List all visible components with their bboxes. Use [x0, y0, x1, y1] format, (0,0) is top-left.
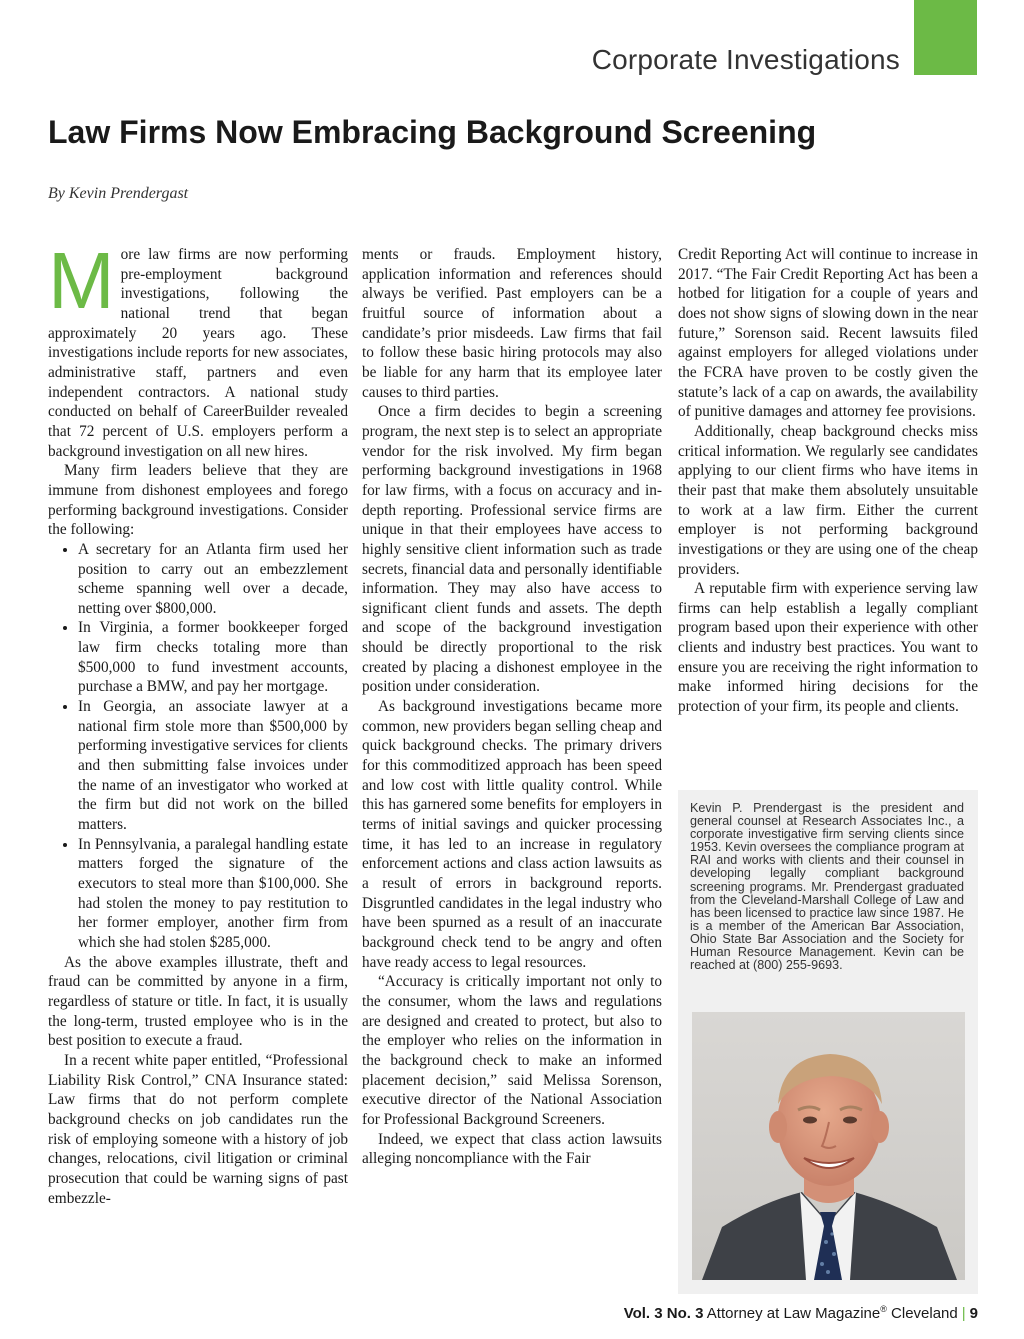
paragraph: Indeed, we expect that class action lawsuits alleging noncompliance with the Fair — [362, 1130, 662, 1168]
drop-cap: M — [48, 236, 115, 325]
byline: By Kevin Prendergast — [48, 185, 189, 202]
paragraph: A reputable firm with experience serving law firms can help establish a legally compliant program based upon their experience with other clients and industry best practices. You want to ensure you are receiving the right information to make informed hiring decisions for the protection of your firm, its people and clients. — [678, 580, 978, 716]
paragraph: Credit Reporting Act will continue to increase in 2017. “The Fair Credit Reporting Act has been a hotbed for litigation for a couple of years and does not show signs of slowing down in the near future,” Sorenson said. Recent lawsuits filed against employers for alleged violations under the FCRA have proven to be costly given the statute’s lack of a cap on awards, the availability of punitive damages and attorney fee provisions. — [678, 246, 978, 421]
paragraph: As background investigations became more common, new providers began selling cheap and quick background checks. The primary drivers for this commoditized approach has been speed and low cost with little quality control. While this has garnered some benefits for employers in terms of initial savings and quicker processing time, it has led to an increase in regulatory enforcement actions and class action lawsuits as a result of errors in background reports. Disgruntled candidates in the legal industry who have been spurned as a result of an inaccurate background check tend to be angry and often have ready access to legal resources. — [362, 698, 662, 971]
paragraph-text: ore law firms are now performing pre-employment background investigations, following the national trend that began approximately 20 years ago. These investigations include reports for new associates, administrative staff, partners and even independent contractors. A national study conducted on behalf of CareerBuilder revealed that 72 percent of U.S. employers perform a background investigation on all new hires. — [48, 246, 348, 460]
registered-mark: ® — [880, 1304, 887, 1314]
paragraph — [48, 236, 348, 461]
author-photo — [692, 1012, 965, 1280]
column-2 — [362, 245, 662, 1169]
list-item: • In Virginia, a former bookkeeper forged law firm checks totaling more than $500,000 to fund investment accounts, purchase a BMW, and pay her mortgage. — [78, 618, 348, 697]
list-item: • In Georgia, an associate lawyer at a national firm stole more than $500,000 by performing investigative services for clients and then submitting false invoices under the name of an investigator who worked at the firm but did not work on the billed matters. — [78, 697, 348, 835]
column-3 — [678, 245, 978, 717]
author-bio: Kevin P. Prendergast is the president and general counsel at Research Associates Inc., a corporate investigative firm serving clients since 1953. Kevin oversees the compliance program at RAI and works with clients and their counsel in developing legally compliant background screening programs. Mr. Prendergast graduated from the Cleveland-Marshall College of Law and has been licensed to practice law since 1987. He is a member of the American Bar Association, Ohio State Bar Association and the Society for Human Resource Management. Kevin can be reached at (800) 255-9693. — [690, 801, 964, 973]
paragraph: Additionally, cheap background checks miss critical information. We regularly see candidates applying to our client firms who have items in their past that make them absolutely unsuitable to work at a law firm. Either the current employer is not performing background investigations or they are using one of the cheap providers. — [678, 422, 978, 578]
paragraph: ments or frauds. Employment history, application information and references should always be verified. Past employers can be a fruitful source of information about a candidate’s prior misdeeds. Law firms that fail to follow these basic hiring protocols may also be liable for any harm that its employee later causes to third parties. — [362, 246, 662, 401]
paragraph: Once a firm decides to begin a screening program, the next step is to select an appropriate vendor for the risk involved. My firm began performing background investigations in 1968 for law firms, with a focus on accuracy and in-depth reporting. Professional service firms are unique in that their employees have access to highly sensitive client information such as trade secrets, financial data and personally identifiable information. They may also have access to significant client funds and assets. The depth and scope of the background investigation should be directly proportional to the risk created by placing a dishonest employee in the position under consideration. — [362, 403, 662, 696]
page-footer — [624, 1304, 978, 1322]
paragraph: “Accuracy is critically important not only to the consumer, whom the laws and regulations are designed and created to protect, but also to the employer who relies on the information in the background check to make an informed placement decision,” said Melissa Sorenson, executive director of the National Association for Professional Background Screeners. — [362, 973, 662, 1128]
section-color-tab — [914, 0, 977, 75]
article-title: Law Firms Now Embracing Background Screening — [48, 114, 817, 150]
examples-list — [48, 540, 348, 953]
footer-separator: | — [961, 1305, 966, 1322]
paragraph: In a recent white paper entitled, “Professional Liability Risk Control,” CNA Insurance stated: Law firms that do not perform complete background checks on job candidates run the risk of employing someone with a history of job changes, relocations, civil litigation or criminal prosecution that could be warning signs of past embezzle- — [48, 1051, 348, 1207]
city-name: Cleveland — [891, 1305, 958, 1322]
paragraph: As the above examples illustrate, theft and fraud can be committed by anyone in a firm, regardless of stature or title. In fact, it is usually the long-term, trusted employee who is in the best position to execute a fraud. — [48, 953, 348, 1050]
magazine-name: Attorney at Law Magazine — [706, 1305, 881, 1322]
page-number: 9 — [969, 1305, 978, 1322]
issue-volume: Vol. 3 No. 3 — [623, 1305, 704, 1322]
column-1 — [48, 236, 348, 1208]
list-item: • In Pennsylvania, a paralegal handling estate matters forged the signature of the executors to steal more than $100,000. She had stolen the money to pay restitution to her former employer, another firm from which she had stolen $285,000. — [78, 835, 348, 953]
list-item: • A secretary for an Atlanta firm used her position to carry out an embezzlement scheme spanning well over a decade, netting over $800,000. — [78, 540, 348, 619]
paragraph: Many firm leaders believe that they are immune from dishonest employees and forego performing background investigations. Consider the following: — [48, 462, 348, 539]
section-label: Corporate Investigations — [591, 44, 900, 75]
